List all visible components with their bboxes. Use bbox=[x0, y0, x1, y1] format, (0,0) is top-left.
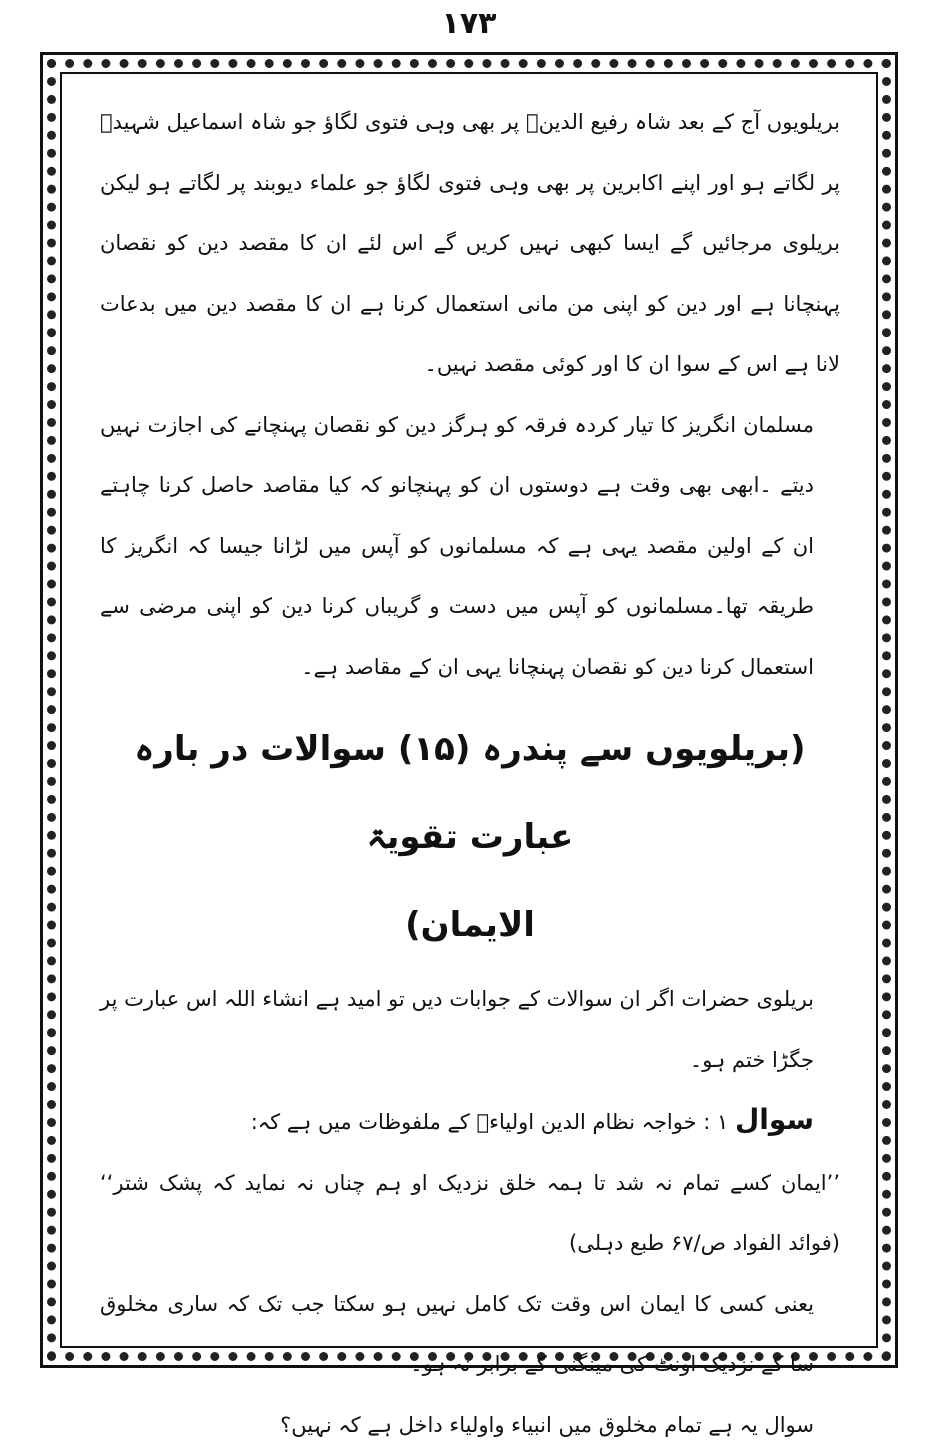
final-question: سوال یہ ہے تمام مخلوق میں انبیاء واولیاء داخل ہے کہ نہیں؟ bbox=[100, 1395, 840, 1455]
page-content bbox=[100, 92, 840, 1342]
paragraph-heading-intro: بریلوی حضرات اگر ان سوالات کے جوابات دیں تو امید ہے انشاء اللہ اس عبارت پر جگڑا ختم ہو۔ bbox=[100, 969, 840, 1090]
quote-text: ’’ایمان کسے تمام نہ شد تا ہمہ خلق نزدیک او ہم چناں نہ نماید کہ پشک شتر‘‘ (فوائد الفواد ص/۶۷ طبع دہلی) bbox=[100, 1153, 840, 1274]
page-number: ۱۷۳ bbox=[0, 4, 938, 44]
question-label: سوال bbox=[735, 1103, 814, 1136]
paragraph-intro-1: بریلویوں آج کے بعد شاہ رفیع الدینؒ پر بھی وہی فتوی لگاؤ جو شاہ اسماعیل شہیدؒ پر لگاتے ہو اور اپنے اکابرین پر بھی وہی فتوی لگاؤ جو علماء دیوبند پر لگاتے ہو لیکن بریلوی مرجائیں گے ایسا کبھی نہیں کریں گے اس لئے ان کا مقصد دین کو نقصان پہنچانا ہے اور دین کو اپنی من مانی استعمال کرنا ہے ان کا مقصد دین میں بدعات لانا ہے اس کے سوا ان کا اور کوئی مقصد نہیں۔ bbox=[100, 92, 840, 395]
question-text: : خواجہ نظام الدین اولیاءؒ کے ملفوظات میں ہے کہ: bbox=[251, 1110, 711, 1134]
section-heading: (بریلویوں سے پندرہ (۱۵) سوالات در بارہ عبارت تقویۃ bbox=[100, 705, 840, 881]
question-number: ۱ bbox=[717, 1110, 728, 1134]
paragraph-intro-2: مسلمان انگریز کا تیار کردہ فرقہ کو ہرگز دین کو نقصان پہنچانے کی اجازت نہیں دیتے ۔ابھی بھی وقت ہے دوستوں ان کو پہنچانو کہ کیا مقاصد حاصل کرنا چاہتے ان کے اولین مقصد یہی ہے کہ مسلمانوں کو آپس میں لڑانا جیسا کہ انگریز کا طریقہ تھا۔مسلمانوں کو آپس میں دست و گریباں کرنا دین کو اپنی مرضی سے استعمال کرنا دین کو نقصان پہنچانا یہی ان کے مقاصد ہے۔ bbox=[100, 395, 840, 698]
translation-text: یعنی کسی کا ایمان اس وقت تک کامل نہیں ہو سکتا جب تک کہ ساری مخلوق سا کے نزدیک اونٹ کی مینگنی کے برابر نہ ہو۔ bbox=[100, 1274, 840, 1395]
section-heading-continued: الایمان) bbox=[100, 881, 840, 969]
question-line bbox=[100, 1090, 840, 1153]
